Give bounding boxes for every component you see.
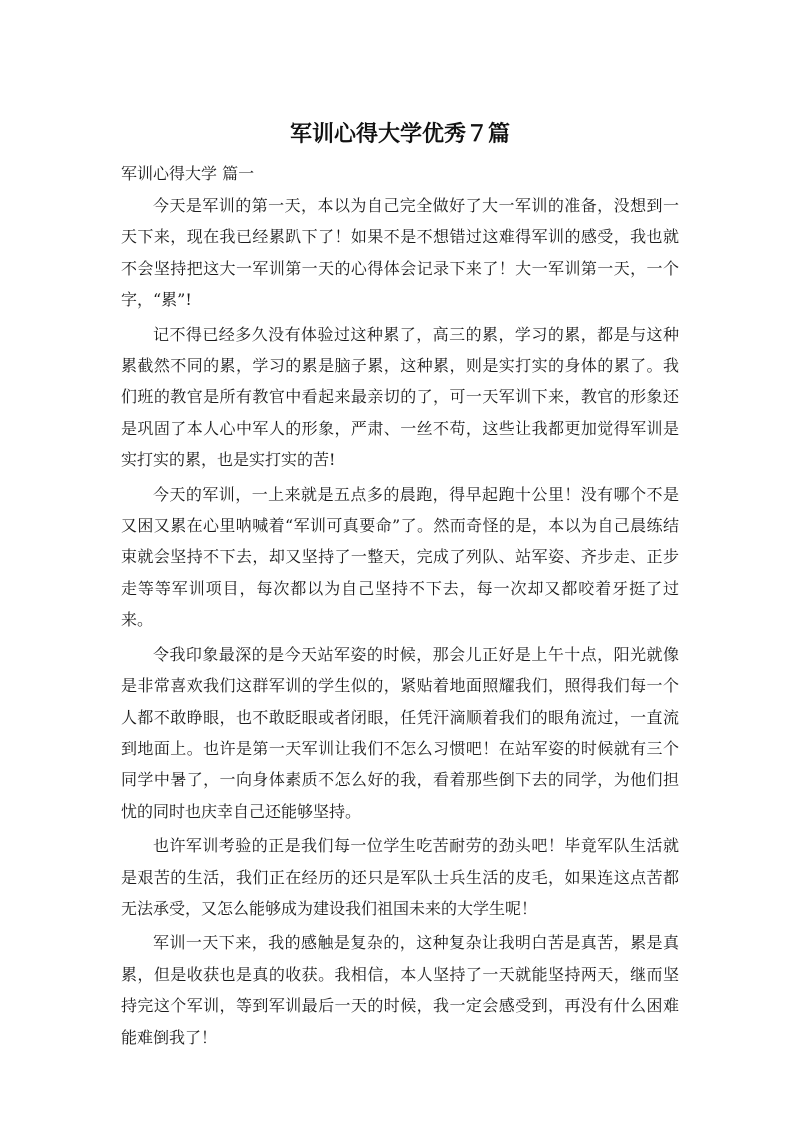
document-title: 军训心得大学优秀７篇	[289, 122, 510, 147]
paragraph-3: 今天的军训，一上来就是五点多的晨跑，得早起跑十公里！没有哪个不是又困又累在心里呐喊着“军训可真要命”了。然而奇怪的是，本以为自己晨练结束就会坚持不下去，却又坚持了一整天，完成了列队、站军姿、齐步走、正步走等等军训项目，每次都以为自己坚持不下去，每一次却又都咬着牙挺了过来。	[121, 484, 679, 630]
document-body	[121, 190, 679, 1056]
paragraph-2: 记不得已经多久没有体验过这种累了，高三的累，学习的累，都是与这种累截然不同的累，学习的累是脑子累，这种累，则是实打实的身体的累了。我们班的教官是所有教官中看起来最亲切的了，可一天军训下来，教官的形象还是巩固了本人心中军人的形象，严肃、一丝不苟，这些让我都更加觉得军训是实打实的累，也是实打实的苦!	[121, 324, 679, 470]
paragraph-4: 令我印象最深的是今天站军姿的时候，那会儿正好是上午十点，阳光就像是非常喜欢我们这群军训的学生似的，紧贴着地面照耀我们，照得我们每一个人都不敢睁眼，也不敢眨眼或者闭眼，任凭汗滴顺着我们的眼角流过，一直流到地面上。也许是第一天军训让我们不怎么习惯吧！在站军姿的时候就有三个同学中暑了，一向身体素质不怎么好的我，看着那些倒下去的同学，为他们担忧的同时也庆幸自己还能够坚持。	[121, 644, 679, 821]
paragraph-1: 今天是军训的第一天，本以为自己完全做好了大一军训的准备，没想到一天下来，现在我已经累趴下了！如果不是不想错过这难得军训的感受，我也就不会坚持把这大一军训第一天的心得体会记录下来了！大一军训第一天，一个字，“累”!	[121, 196, 679, 310]
paragraph-6: 军训一天下来，我的感触是复杂的，这种复杂让我明白苦是真苦，累是真累，但是收获也是真的收获。我相信，本人坚持了一天就能坚持两天，继而坚持完这个军训，等到军训最后一天的时候，我一定会感受到，再没有什么困难能难倒我了！	[121, 933, 679, 1047]
section-heading: 军训心得大学 篇一	[121, 164, 255, 183]
paragraph-5: 也许军训考验的正是我们每一位学生吃苦耐劳的劲头吧！毕竟军队生活就是艰苦的生活，我们正在经历的还只是军队士兵生活的皮毛，如果连这点苦都无法承受，又怎么能够成为建设我们祖国未来的大学生呢！	[121, 836, 679, 918]
